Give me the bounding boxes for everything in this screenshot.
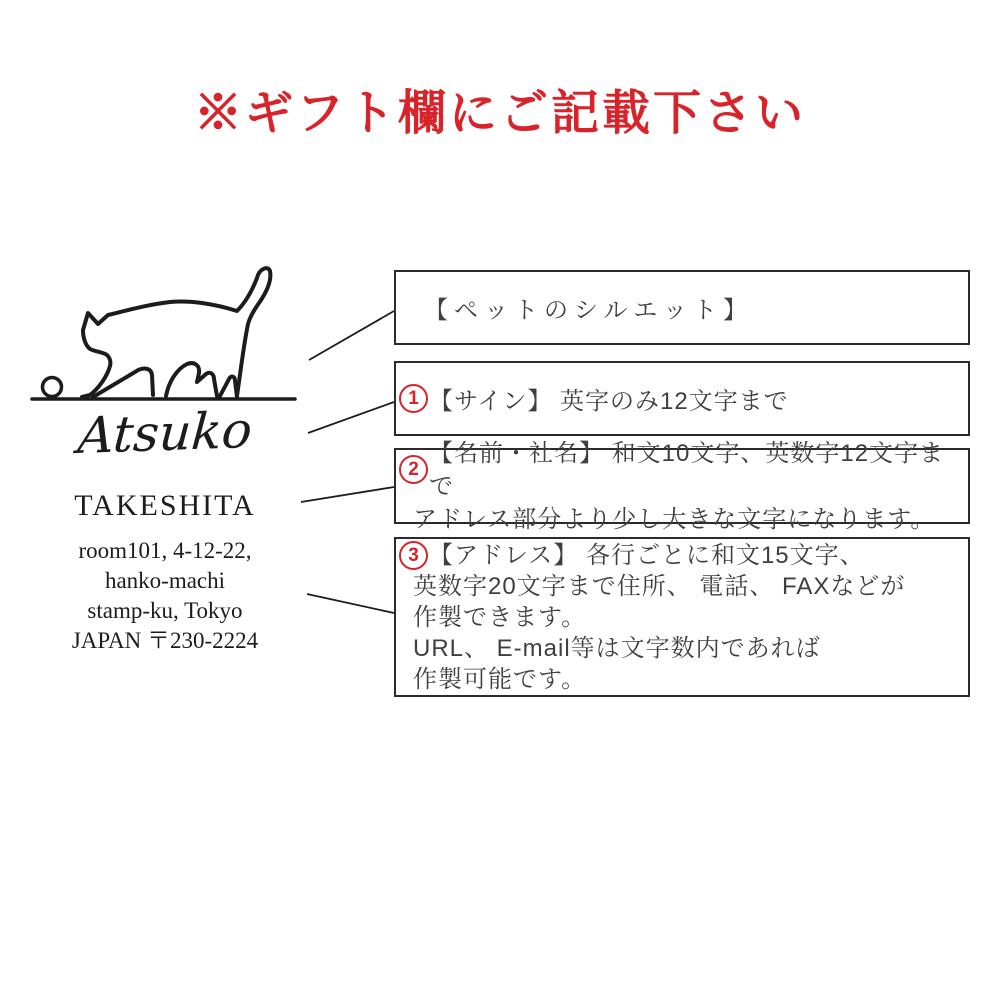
gift-note-title: ※ギフト欄にご記載下さい (193, 87, 806, 140)
annotation-box-name (394, 439, 970, 533)
annotation-text: 【アドレス】 各行ごとに和文15文字、 (429, 541, 865, 569)
address-line: stamp-ku, Tokyo (87, 598, 243, 623)
sample-name: TAKESHITA (74, 489, 256, 522)
annotation-text: 【ペットのシルエット】 (424, 297, 753, 324)
annotation-text: URL、 E-mail等は文字数内であれば (413, 634, 821, 662)
annotation-text: 【サイン】 英字のみ12文字まで (429, 388, 789, 415)
annotation-text: 英数字20文字まで住所、 電話、 FAXなどが (413, 572, 906, 600)
cat-back-tail-outline (83, 268, 270, 396)
sample-signature: Atsuko (75, 400, 255, 466)
sample-address (0, 536, 330, 656)
address-line: JAPAN 〒230-2224 (71, 628, 259, 653)
annotation-box-pet-silhouette (394, 270, 970, 345)
circled-number-1: 1 (399, 384, 428, 413)
annotation-text: アドレス部分より少し大きな文字になります。 (413, 505, 936, 533)
annotation-box-address (394, 537, 970, 697)
circled-number-2: 2 (399, 455, 428, 484)
circled-number-3: 3 (399, 541, 428, 570)
annotation-text: 【名前・社名】 和文10文字、英数字12文字まで (429, 439, 945, 500)
cat-hind-paw-outline (220, 377, 237, 397)
address-line: room101, 4-12-22, (78, 538, 252, 563)
cat-haunch-outline (166, 363, 217, 396)
annotation-text: 作製できます。 (413, 603, 587, 631)
leader-line-silhouette (309, 311, 394, 360)
annotation-box-sign (394, 361, 970, 436)
address-line: hanko-machi (104, 568, 226, 593)
cat-line-art-illustration (30, 253, 300, 408)
annotation-text: 作製可能です。 (413, 665, 587, 693)
ball-icon (43, 378, 62, 397)
